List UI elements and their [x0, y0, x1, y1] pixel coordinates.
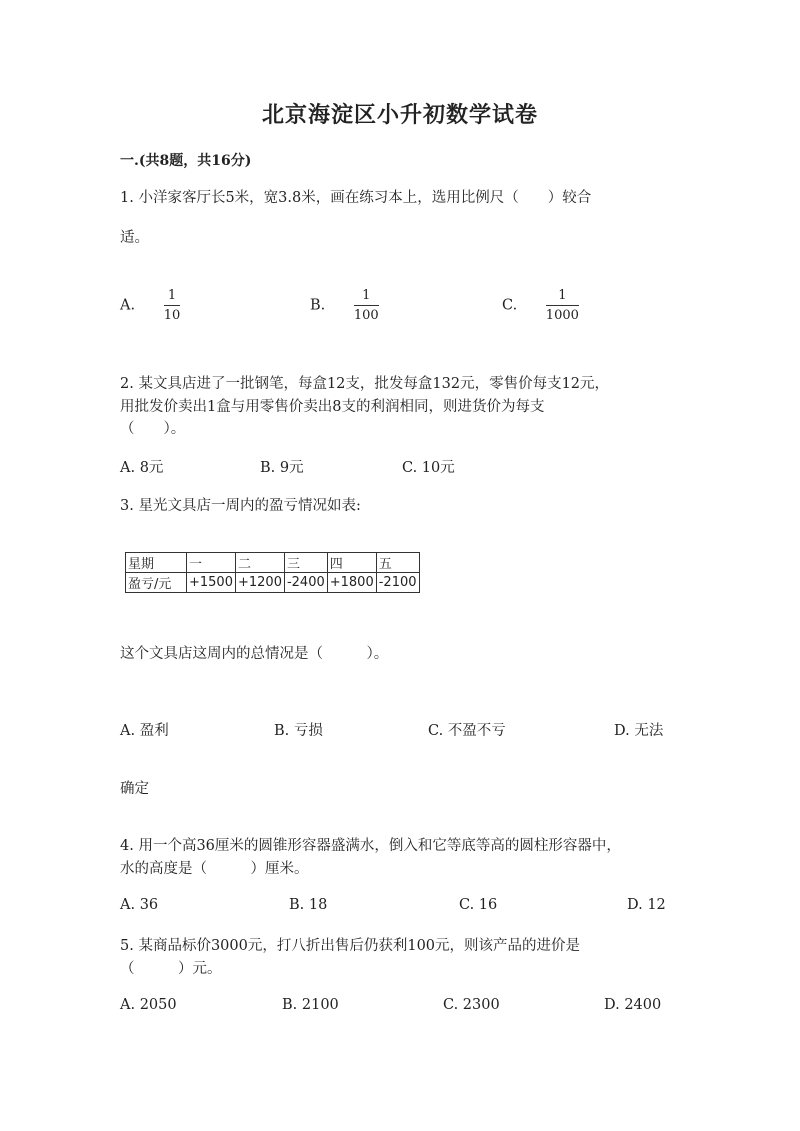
option-label: B. — [310, 297, 326, 314]
q5-option-a: A. 2050 — [120, 997, 177, 1013]
q3-option-d: D. 无法 — [614, 723, 664, 739]
q2-option-a: A. 8元 — [120, 460, 164, 476]
q2-text-line3: （ ）。 — [120, 421, 186, 437]
fraction-numerator: 1 — [362, 288, 371, 303]
q5-text-line2: （ ）元。 — [120, 961, 222, 977]
q2-option-b: B. 9元 — [260, 460, 304, 476]
table-cell: 盈亏/元 — [126, 573, 187, 593]
fraction — [546, 288, 579, 323]
fraction-denominator: 10 — [163, 308, 181, 323]
table-cell: 三 — [284, 553, 327, 573]
fraction-numerator: 1 — [167, 288, 177, 303]
q5-option-b: B. 2100 — [282, 997, 339, 1013]
q1-option-c — [502, 288, 579, 323]
table-header-row — [126, 553, 420, 573]
section-heading: 一.(共8题，共16分) — [120, 153, 252, 169]
table-cell: 一 — [187, 553, 236, 573]
option-label: C. — [502, 297, 518, 314]
q5-text-line1: 5. 某商品标价3000元，打八折出售后仍获利100元，则该产品的进价是 — [120, 938, 581, 954]
q3-text-line1: 3. 星光文具店一周内的盈亏情况如表: — [120, 498, 361, 514]
q4-text-line2: 水的高度是（ ）厘米。 — [120, 861, 309, 877]
q3-option-a: A. 盈利 — [120, 723, 169, 739]
table-cell: -2400 — [284, 573, 327, 593]
fraction-bar — [354, 305, 379, 306]
table-cell: +1800 — [327, 573, 376, 593]
q1-option-a — [120, 288, 180, 323]
q5-option-d: D. 2400 — [604, 997, 662, 1013]
q3-question: 这个文具店这周内的总情况是（ ）。 — [120, 646, 389, 662]
fraction — [354, 288, 379, 323]
q1-text-line1: 1. 小洋家客厅长5米，宽3.8米，画在练习本上，选用比例尺（ ）较合 — [120, 190, 592, 206]
table-row — [126, 573, 420, 593]
table-cell: 星期 — [126, 553, 187, 573]
fraction-numerator: 1 — [558, 288, 567, 303]
q2-text-line2: 用批发价卖出1盒与用零售价卖出8支的利润相同，则进货价为每支 — [120, 399, 545, 415]
q4-option-b: B. 18 — [289, 897, 328, 913]
profit-loss-table — [125, 552, 420, 593]
fraction-denominator: 100 — [353, 308, 379, 323]
q1-text-line2: 适。 — [120, 230, 149, 246]
q2-text-line1: 2. 某文具店进了一批钢笔，每盒12支，批发每盒132元，零售价每支12元， — [120, 376, 610, 392]
fraction-bar — [546, 305, 579, 306]
q3-option-d-continued: 确定 — [120, 781, 149, 797]
q1-option-b — [310, 288, 379, 323]
fraction-bar — [164, 305, 181, 306]
q3-option-b: B. 亏损 — [274, 723, 323, 739]
option-label: A. — [120, 297, 136, 314]
q4-option-d: D. 12 — [627, 897, 666, 913]
q4-text-line1: 4. 用一个高36厘米的圆锥形容器盛满水，倒入和它等底等高的圆柱形容器中， — [120, 838, 621, 854]
q2-option-c: C. 10元 — [402, 460, 455, 476]
table-cell: 五 — [376, 553, 419, 573]
fraction-denominator: 1000 — [545, 308, 579, 323]
table-cell: +1200 — [235, 573, 284, 593]
q3-option-c: C. 不盈不亏 — [428, 723, 506, 739]
table-cell: +1500 — [187, 573, 236, 593]
q5-option-c: C. 2300 — [443, 997, 500, 1013]
fraction — [164, 288, 181, 323]
table-cell: -2100 — [376, 573, 419, 593]
table-cell: 二 — [235, 553, 284, 573]
q4-option-a: A. 36 — [120, 897, 159, 913]
q4-option-c: C. 16 — [459, 897, 498, 913]
table-cell: 四 — [327, 553, 376, 573]
page-title: 北京海淀区小升初数学试卷 — [261, 102, 538, 128]
